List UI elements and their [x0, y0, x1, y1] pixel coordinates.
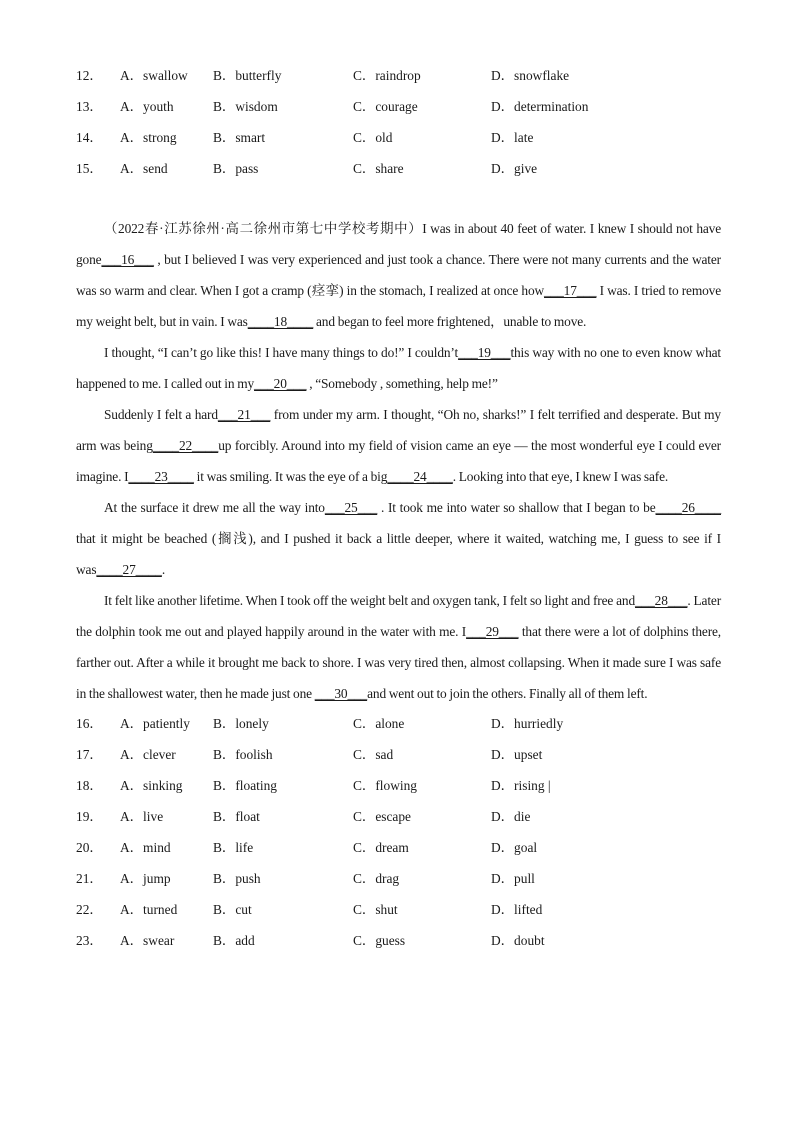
option-a: A．jump [120, 871, 171, 886]
option-d: D．determination [491, 99, 589, 114]
option-a: A．clever [120, 747, 176, 762]
paragraph-3 [76, 399, 721, 492]
question-number: 12． [76, 68, 103, 83]
question-row [76, 929, 721, 960]
option-b: B．wisdom [213, 99, 278, 114]
question-row [76, 774, 721, 805]
question-row [76, 95, 721, 126]
question-number: 21． [76, 871, 103, 886]
option-a: A．mind [120, 840, 171, 855]
option-c: C．guess [353, 933, 406, 948]
option-a: A．sinking [120, 778, 183, 793]
passage-text: that there were a lot of dolphins there, farther out. After a while it brought me back to shore. I was very tired then, almost collapsing. When it made sure I was safe in the shallowest water, then he made just one [76, 624, 721, 701]
passage-text: . [161, 562, 166, 577]
passage-text: it was smiling. It was the eye of a big [196, 469, 388, 484]
option-d: D．rising | [491, 778, 551, 793]
question-number: 20． [76, 840, 103, 855]
passage-text: from under my arm. I thought, “Oh no, sharks!” I felt terrified and desperate. But my arm was being [76, 407, 721, 453]
option-a: A．swear [120, 933, 175, 948]
blank-24: ____24____ [387, 469, 453, 484]
option-a: A．patiently [120, 716, 190, 731]
blank-27: ____27____ [96, 562, 162, 577]
option-c: C．old [353, 130, 393, 145]
options-block-bottom [76, 712, 721, 960]
option-c: C．share [353, 161, 404, 176]
option-d: D．hurriedly [491, 716, 564, 731]
question-row [76, 805, 721, 836]
blank-19: ___19___ [458, 345, 511, 360]
option-c: C．raindrop [353, 68, 421, 83]
option-b: B．lonely [213, 716, 269, 731]
option-c: C．flowing [353, 778, 417, 793]
option-d: D．snowflake [491, 68, 570, 83]
option-b: B．floating [213, 778, 277, 793]
paragraph-2 [76, 337, 721, 399]
passage-text: . Later the dolphin took me out and played happily around in the water with me. I [76, 593, 721, 639]
option-b: B．push [213, 871, 261, 886]
option-c: C．drag [353, 871, 400, 886]
cloze-passage [76, 213, 721, 709]
option-a: A．strong [120, 130, 177, 145]
option-a: A．youth [120, 99, 174, 114]
passage-text: At the surface it drew me all the way into [104, 500, 325, 515]
question-row [76, 64, 721, 95]
question-row [76, 867, 721, 898]
question-number: 19． [76, 809, 103, 824]
question-number: 14． [76, 130, 103, 145]
option-d: D．late [491, 130, 534, 145]
option-b: B．life [213, 840, 254, 855]
passage-text: and went out to join the others. Finally all of them left. [367, 686, 648, 701]
blank-26: ____26____ [655, 500, 721, 515]
blank-22: ____22____ [152, 438, 219, 453]
option-a: A．live [120, 809, 164, 824]
paragraph-5 [76, 585, 721, 709]
passage-text: . It took me into water so shallow that I began to be [381, 500, 656, 515]
blank-25: ___25___ [324, 500, 378, 515]
passage-text: It felt like another lifetime. When I took off the weight belt and oxygen tank, I felt so light and free and [104, 593, 636, 608]
question-row [76, 126, 721, 157]
question-row [76, 157, 721, 188]
option-b: B．cut [213, 902, 252, 917]
option-c: C．sad [353, 747, 394, 762]
passage-text: （2022春·江苏徐州·高二徐州市第七中学校考期中）I was in about 40 feet of water. I knew I should not have gone [76, 221, 721, 267]
question-number: 13． [76, 99, 103, 114]
passage-text: and began to feel more frightened，unable to move. [316, 314, 587, 329]
option-b: B．add [213, 933, 255, 948]
option-c: C．alone [353, 716, 405, 731]
option-d: D．goal [491, 840, 538, 855]
passage-text: this way with no one to even know what happened to me. I called out in my [76, 345, 721, 391]
option-a: A．turned [120, 902, 178, 917]
question-number: 17． [76, 747, 103, 762]
blank-29: ___29___ [466, 624, 519, 639]
passage-text: I thought, “I can’t go like this! I have many things to do!” I couldn’t [104, 345, 459, 360]
question-row [76, 836, 721, 867]
option-d: D．die [491, 809, 531, 824]
options-block-top [76, 64, 721, 188]
option-d: D．lifted [491, 902, 543, 917]
option-d: D．pull [491, 871, 535, 886]
option-b: B．float [213, 809, 260, 824]
passage-text: up forcibly. Around into my field of vision came an eye — the most wonderful eye I could ever imagine. I [76, 438, 721, 484]
option-b: B．pass [213, 161, 259, 176]
blank-28: ___28___ [635, 593, 688, 608]
question-number: 15． [76, 161, 103, 176]
question-row [76, 712, 721, 743]
question-row [76, 743, 721, 774]
option-c: C．courage [353, 99, 418, 114]
option-b: B．foolish [213, 747, 273, 762]
option-a: A．swallow [120, 68, 188, 83]
question-row [76, 898, 721, 929]
paragraph-1 [76, 213, 721, 337]
passage-text: , “Somebody , something, help me!” [309, 376, 498, 391]
question-number: 23． [76, 933, 103, 948]
option-c: C．escape [353, 809, 412, 824]
passage-text: . Looking into that eye, I knew I was safe. [452, 469, 669, 484]
blank-17: ___17___ [544, 283, 597, 298]
option-a: A．send [120, 161, 168, 176]
option-c: C．dream [353, 840, 409, 855]
option-c: C．shut [353, 902, 398, 917]
question-number: 18． [76, 778, 103, 793]
paragraph-4 [76, 492, 721, 585]
blank-30: ___30___ [314, 686, 368, 701]
option-d: D．upset [491, 747, 543, 762]
option-b: B．butterfly [213, 68, 282, 83]
blank-20: ___20___ [254, 376, 307, 391]
blank-16: ___16___ [101, 252, 154, 267]
blank-23: ____23____ [128, 469, 194, 484]
question-number: 16． [76, 716, 103, 731]
option-d: D．doubt [491, 933, 545, 948]
blank-18: ____18____ [247, 314, 314, 329]
option-d: D．give [491, 161, 538, 176]
blank-21: ___21___ [217, 407, 271, 422]
option-b: B．smart [213, 130, 266, 145]
passage-text: , but I believed I was very experienced and just took a chance. There were not many currents and the water was so warm and clear. When I got a cramp (痉挛) in the stomach, I realized at once how [76, 252, 721, 298]
worksheet-page [76, 64, 721, 960]
passage-text: that it might be beached (搁浅), and I pushed it back a little deeper, where it waited, watching me, I guess to see if I was [76, 531, 721, 577]
passage-text: I was. I tried to remove my weight belt, but in vain. I was [76, 283, 721, 329]
passage-text: Suddenly I felt a hard [104, 407, 218, 422]
question-number: 22． [76, 902, 103, 917]
